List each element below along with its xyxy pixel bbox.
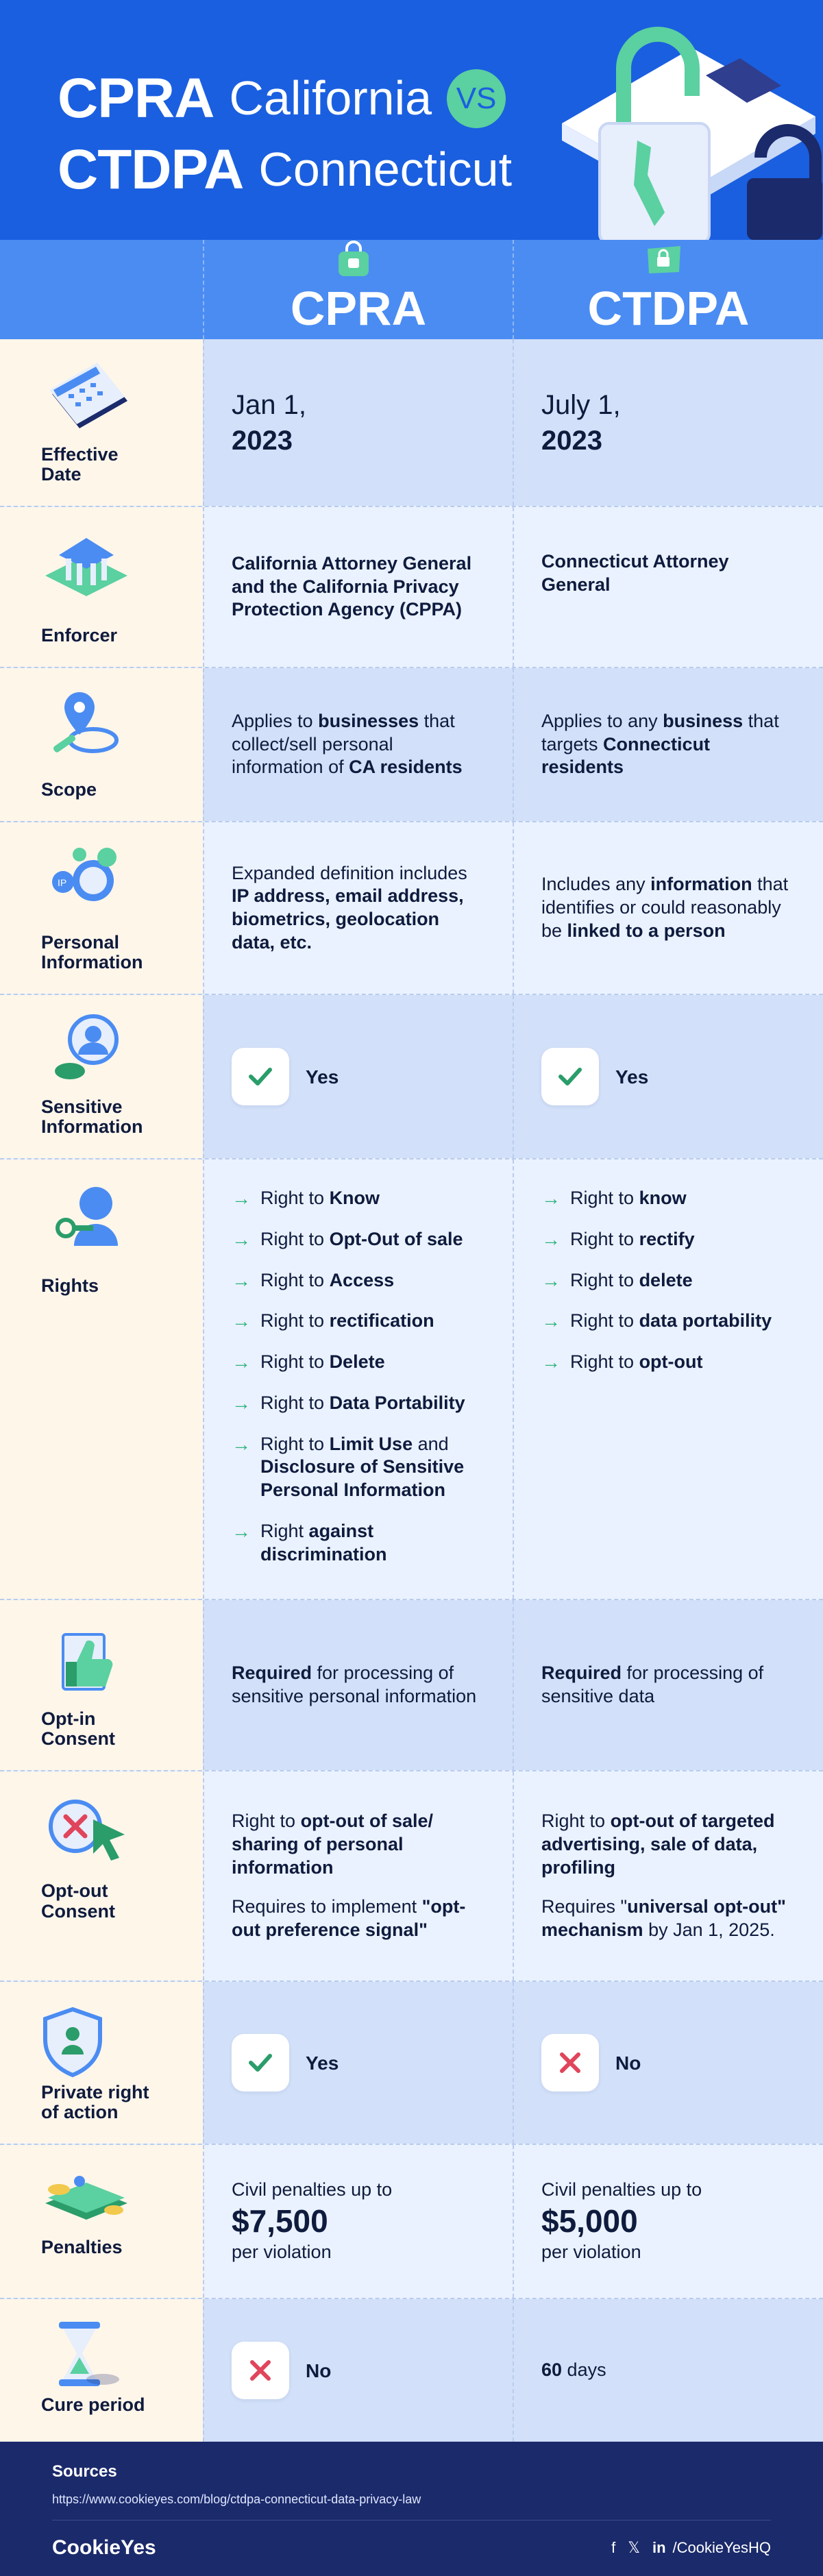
courthouse-icon — [38, 528, 134, 603]
cpra-private-right-of-action: Yes — [203, 1982, 513, 2144]
hero-connecticut: Connecticut — [258, 143, 513, 197]
cpra-scope: Applies to businesses that collect/sell personal information of CA residents — [203, 668, 513, 821]
cpra-cure-period: No — [203, 2299, 513, 2442]
ctdpa-opt-in-consent: Required for processing of sensitive data — [513, 1600, 823, 1770]
list-item: → Right to Access — [232, 1269, 395, 1291]
ctdpa-cure-period: 60 days — [513, 2299, 823, 2442]
person-key-icon — [38, 1180, 134, 1255]
svg-text:IP: IP — [58, 877, 67, 888]
social-handle: /CookieYesHQ — [672, 2539, 771, 2556]
row-personal-information — [0, 822, 823, 995]
label-private-right-of-action — [0, 1982, 203, 2144]
label-text-sensitive-information: Sensitive Information — [41, 1096, 143, 1138]
check-icon — [541, 1048, 599, 1105]
list-item: → Right to know — [541, 1188, 687, 1209]
ctdpa-sensitive-information: Yes — [513, 995, 823, 1158]
ctdpa-scope: Applies to any business that targets Connecticut residents — [513, 668, 823, 821]
ctdpa-penalties: Civil penalties up to $5,000 per violation — [513, 2145, 823, 2298]
ctdpa-rights-list — [541, 1187, 796, 1392]
label-sensitive-information — [0, 995, 203, 1158]
label-rights — [0, 1160, 203, 1599]
footer — [0, 2442, 823, 2576]
hero-title — [58, 63, 512, 206]
cpra-personal-information: Expanded definition includes IP address, email address, biometrics, geolocation data, etc. — [203, 822, 513, 994]
thumbs-up-icon — [38, 1621, 134, 1696]
ctdpa-rights — [513, 1160, 823, 1599]
label-text-rights: Rights — [41, 1275, 99, 1296]
facebook-icon[interactable]: f — [611, 2539, 616, 2556]
sources-link[interactable]: https://www.cookieyes.com/blog/ctdpa-connecticut-data-privacy-law — [52, 2492, 421, 2506]
row-scope — [0, 668, 823, 822]
cpra-enforcer: California Attorney General and the California Privacy Protection Agency (CPPA) — [203, 507, 513, 667]
label-text-scope: Scope — [41, 779, 97, 800]
list-item: → Right against discrimination — [232, 1520, 387, 1565]
list-item: → Right to rectification — [232, 1310, 434, 1332]
label-text-private-right-of-action: Private right of action — [41, 2081, 149, 2123]
column-header-row — [0, 240, 823, 339]
cpra-column-title: CPRA — [290, 281, 427, 335]
linkedin-icon[interactable]: in — [652, 2539, 666, 2556]
sources-title: Sources — [52, 2462, 117, 2481]
list-item: → Right to Limit Use and Disclosure of Sensitive Personal Information — [232, 1433, 465, 1500]
label-text-enforcer: Enforcer — [41, 625, 118, 646]
hero-banner — [0, 0, 823, 240]
label-enforcer — [0, 507, 203, 667]
vs-badge: VS — [447, 69, 506, 128]
row-private-right-of-action — [0, 1982, 823, 2145]
padlock-state-map-icon — [535, 21, 822, 240]
list-item: → Right to data portability — [541, 1310, 772, 1332]
person-badge-icon — [38, 1012, 134, 1088]
cpra-opt-out-consent: Right to opt-out of sale/ sharing of personal information Requires to implement "opt-out preference signal" — [203, 1771, 513, 1980]
ctdpa-column-header — [513, 240, 823, 339]
label-cure-period — [0, 2299, 203, 2442]
label-text-personal-information: Personal Information — [41, 931, 143, 973]
ctdpa-column-title: CTDPA — [587, 281, 750, 335]
list-item: → Right to Delete — [232, 1351, 385, 1373]
ctdpa-effective-date: July 1, 2023 — [513, 339, 823, 506]
label-effective-date — [0, 339, 203, 506]
label-scope — [0, 668, 203, 821]
label-penalties — [0, 2145, 203, 2298]
ctdpa-enforcer: Connecticut Attorney General — [513, 507, 823, 667]
row-penalties — [0, 2145, 823, 2299]
label-text-opt-in-consent: Opt-in Consent — [41, 1708, 115, 1750]
calendar-icon — [38, 360, 134, 435]
cross-icon — [541, 2034, 599, 2092]
row-effective-date — [0, 339, 823, 507]
x-icon[interactable]: 𝕏 — [628, 2539, 640, 2556]
social-links — [599, 2539, 771, 2557]
hero-cpra: CPRA — [58, 66, 214, 130]
cpra-penalties: Civil penalties up to $7,500 per violation — [203, 2145, 513, 2298]
cookieyes-logo: CookieYes — [52, 2536, 156, 2559]
label-text-penalties: Penalties — [41, 2237, 123, 2257]
row-opt-in-consent — [0, 1600, 823, 1771]
cross-icon — [232, 2342, 289, 2399]
label-personal-information — [0, 822, 203, 994]
label-text-cure-period: Cure period — [41, 2394, 145, 2415]
list-item: → Right to Data Portability — [232, 1392, 465, 1414]
cpra-opt-in-consent: Required for processing of sensitive personal information — [203, 1600, 513, 1770]
ctdpa-opt-out-consent: Right to opt-out of targeted advertising, sale of data, profiling Requires "universal opt-out" mechanism by Jan 1, 2025. — [513, 1771, 823, 1980]
bag-lock-icon — [334, 241, 373, 279]
row-cure-period — [0, 2299, 823, 2442]
hero-ctdpa: CTDPA — [58, 138, 244, 201]
check-icon — [232, 2034, 289, 2092]
label-text-opt-out-consent: Opt-out Consent — [41, 1880, 115, 1922]
list-item: → Right to opt-out — [541, 1351, 703, 1373]
money-stack-icon — [38, 2162, 134, 2237]
list-item: → Right to Opt-Out of sale — [232, 1228, 463, 1250]
check-icon — [232, 1048, 289, 1105]
location-magnifier-icon — [38, 685, 134, 761]
shield-person-icon — [38, 2002, 134, 2078]
map-lock-icon — [645, 241, 683, 279]
row-opt-out-consent — [0, 1771, 823, 1982]
row-enforcer — [0, 507, 823, 668]
cpra-effective-date: Jan 1, 2023 — [203, 339, 513, 506]
ctdpa-private-right-of-action: No — [513, 1982, 823, 2144]
cpra-sensitive-information: Yes — [203, 995, 513, 1158]
label-opt-out-consent — [0, 1771, 203, 1980]
list-item: → Right to Know — [232, 1188, 380, 1209]
label-opt-in-consent — [0, 1600, 203, 1770]
hero-california: California — [229, 71, 432, 125]
label-text-effective-date: Effective Date — [41, 443, 119, 485]
ip-email-icon — [38, 839, 134, 915]
row-rights — [0, 1160, 823, 1600]
hourglass-icon — [38, 2316, 134, 2392]
list-item: → Right to delete — [541, 1269, 693, 1291]
list-item: → Right to rectify — [541, 1228, 695, 1250]
cpra-rights — [203, 1160, 513, 1599]
cursor-cross-icon — [38, 1792, 134, 1867]
ctdpa-personal-information: Includes any information that identifies or could reasonably be linked to a person — [513, 822, 823, 994]
row-sensitive-information — [0, 995, 823, 1160]
cpra-rights-list — [232, 1187, 485, 1584]
cpra-column-header — [203, 240, 513, 339]
